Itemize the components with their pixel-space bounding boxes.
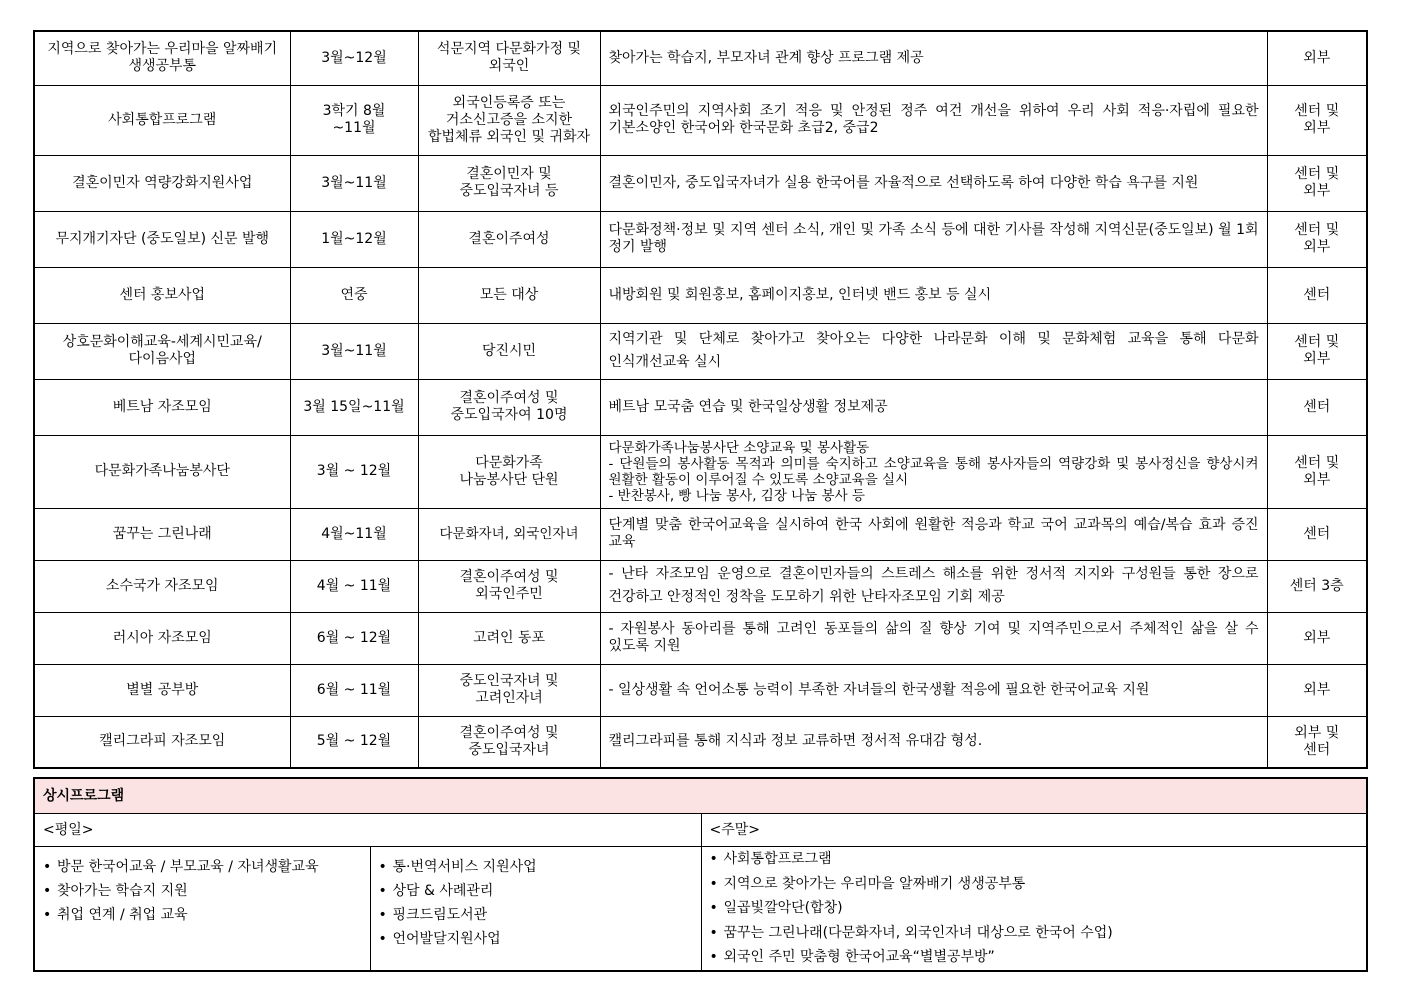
program-location: 센터 및 외부 [1267,155,1367,211]
bullet-icon: • [378,907,387,923]
program-location: 외부 및 센터 [1267,716,1367,768]
weekend-list [710,847,1359,970]
program-target: 결혼이민자 및 중도입국자녀 등 [418,155,600,211]
weekday-header: <평일> [34,814,701,847]
list-item-label: 지역으로 찾아가는 우리마을 알짜배기 생생공부통 [723,875,1026,892]
program-name: 캘리그라피 자조모임 [34,716,290,768]
list-item-label: 외국인 주민 맞춤형 한국어교육“별별공부방” [723,949,995,965]
permanent-program-table [33,777,1368,972]
list-item [710,872,1359,897]
table-row [34,664,1367,716]
program-content: 결혼이민자, 중도입국자녀가 실용 한국어를 자율적으로 선택하도록 하여 다양한 학습 욕구를 지원 [600,155,1267,211]
program-period: 3월~12월 [290,31,418,85]
list-item [43,879,362,903]
content-line: - 반찬봉사, 빵 나눔 봉사, 김장 나눔 봉사 등 [608,487,865,504]
bullet-icon: • [709,949,718,965]
program-name: 센터 홍보사업 [34,267,290,323]
program-period: 3월~11월 [290,155,418,211]
program-period: 3월~11월 [290,323,418,379]
program-content: 다문화정책·정보 및 지역 센터 소식, 개인 및 가족 소식 등에 대한 기사를 작성해 지역신문(중도일보) 월 1회 정기 발행 [600,211,1267,267]
program-content: 지역기관 및 단체로 찾아가고 찾아오는 다양한 나라문화 이해 및 문화체험 교육을 통해 다문화 인식개선교육 실시 [600,323,1267,379]
program-table [33,30,1368,769]
list-item [379,903,693,927]
table-row [34,31,1367,85]
program-target: 고려인 동포 [418,612,600,664]
bullet-icon: • [378,859,387,875]
program-content: 베트남 모국춤 연습 및 한국일상생활 정보제공 [600,379,1267,435]
list-item-label: 통·번역서비스 지원사업 [392,859,537,875]
table-row [34,435,1367,508]
table-row [34,560,1367,612]
bullet-list-row [34,847,1367,971]
column-header-row [34,814,1367,847]
list-item [710,921,1359,946]
program-location: 센터 3층 [1267,560,1367,612]
list-item-label: 사회통합프로그램 [723,851,832,867]
weekday-list-left-cell [34,847,370,971]
program-target: 중도인국자녀 및 고려인자녀 [418,664,600,716]
list-item [43,855,362,879]
program-name: 꿈꾸는 그린나래 [34,508,290,560]
program-period: 5월 ~ 12월 [290,716,418,768]
list-item [379,927,693,951]
program-name: 상호문화이해교육-세계시민교육/다이음사업 [34,323,290,379]
program-target: 결혼이주여성 및 외국인주민 [418,560,600,612]
list-item-label: 꿈꾸는 그린나래(다문화자녀, 외국인자녀 대상으로 한국어 수업) [723,924,1113,941]
program-location: 외부 [1267,612,1367,664]
list-item [710,847,1359,872]
program-target: 모든 대상 [418,267,600,323]
program-name: 무지개기자단 (중도일보) 신문 발행 [34,211,290,267]
weekend-header: <주말> [701,814,1367,847]
weekend-list-cell [701,847,1367,971]
program-name: 러시아 자조모임 [34,612,290,664]
table-row [34,716,1367,768]
program-location: 센터 및 외부 [1267,435,1367,508]
list-item-label: 방문 한국어교육 / 부모교육 / 자녀생활교육 [57,859,319,875]
program-location: 센터 [1267,508,1367,560]
program-location: 센터 [1267,379,1367,435]
program-content: - 일상생활 속 언어소통 능력이 부족한 자녀들의 한국생활 적응에 필요한 한국어교육 지원 [600,664,1267,716]
table-row [34,155,1367,211]
bullet-icon: • [709,924,718,941]
bullet-icon: • [43,859,52,875]
program-target: 결혼이주여성 [418,211,600,267]
program-period: 6월 ~ 11월 [290,664,418,716]
program-name: 베트남 자조모임 [34,379,290,435]
program-period: 4월 ~ 11월 [290,560,418,612]
program-target: 당진시민 [418,323,600,379]
list-item [43,903,362,927]
bullet-icon: • [378,931,387,947]
program-period: 연중 [290,267,418,323]
bullet-icon: • [43,883,52,899]
program-name: 소수국가 자조모임 [34,560,290,612]
weekday-list-right-cell [370,847,701,971]
program-content: - 난타 자조모임 운영으로 결혼이민자들의 스트레스 해소를 위한 정서적 지지와 구성원들 통한 장으로 건강하고 안정적인 정착을 도모하기 위한 난타자조모임 기회 제공 [600,560,1267,612]
bullet-icon: • [709,851,718,867]
weekday-list-right [379,855,693,951]
program-name: 지역으로 찾아가는 우리마을 알짜배기 생생공부통 [34,31,290,85]
program-location: 외부 [1267,31,1367,85]
bullet-icon: • [378,883,387,899]
program-location: 센터 및 외부 [1267,211,1367,267]
table-row [34,211,1367,267]
program-target: 다문화자녀, 외국인자녀 [418,508,600,560]
program-content: 찾아가는 학습지, 부모자녀 관계 향상 프로그램 제공 [600,31,1267,85]
table-row [34,267,1367,323]
program-period: 3월 ~ 12월 [290,435,418,508]
list-item-label: 핑크드림도서관 [392,907,488,923]
list-item [379,855,693,879]
list-item [710,896,1359,921]
list-item-label: 상담 & 사례관리 [392,883,494,899]
table-row [34,323,1367,379]
program-target: 결혼이주여성 및 중도입국자녀 [418,716,600,768]
list-item-label: 찾아가는 학습지 지원 [57,883,188,899]
program-period: 4월~11월 [290,508,418,560]
program-content [600,435,1267,508]
program-name: 다문화가족나눔봉사단 [34,435,290,508]
table-row [34,85,1367,155]
table-row [34,379,1367,435]
program-location: 센터 및 외부 [1267,323,1367,379]
program-location: 센터 [1267,267,1367,323]
program-period: 3학기 8월~11월 [290,85,418,155]
bullet-icon: • [709,875,718,892]
program-location: 센터 및 외부 [1267,85,1367,155]
program-content: 외국인주민의 지역사회 조기 적응 및 안정된 정주 여건 개선을 위하여 우리 사회 적응·자립에 필요한 기본소양인 한국어와 한국문화 초급2, 중급2 [600,85,1267,155]
program-period: 1월~12월 [290,211,418,267]
list-item-label: 일곱빛깔악단(합창) [723,900,843,916]
list-item [379,879,693,903]
list-item-label: 언어발달지원사업 [392,931,501,947]
program-target: 다문화가족 나눔봉사단 단원 [418,435,600,508]
bullet-icon: • [709,900,718,916]
table-row [34,612,1367,664]
program-name: 결혼이민자 역량강화지원사업 [34,155,290,211]
bullet-icon: • [43,907,52,923]
program-location: 외부 [1267,664,1367,716]
program-content: 내방회원 및 회원홍보, 홈페이지홍보, 인터넷 밴드 홍보 등 실시 [600,267,1267,323]
section-title: 상시프로그램 [34,778,1367,814]
table-row [34,508,1367,560]
program-content: 단계별 맞춤 한국어교육을 실시하여 한국 사회에 원활한 적응과 학교 국어 교과목의 예습/복습 효과 증진 교육 [600,508,1267,560]
program-target: 결혼이주여성 및 중도입국자여 10명 [418,379,600,435]
weekday-list-left [43,855,362,927]
content-line: 다문화가족나눔봉사단 소양교육 및 봉사활동 [608,439,870,456]
program-period: 3월 15일~11월 [290,379,418,435]
program-content: - 자원봉사 동아리를 통해 고려인 동포들의 삶의 질 향상 기여 및 지역주민으로서 주체적인 삶을 살 수 있도록 지원 [600,612,1267,664]
program-target: 외국인등록증 또는 거소신고증을 소지한 합법체류 외국인 및 귀화자 [418,85,600,155]
program-content: 캘리그라피를 통해 지식과 정보 교류하면 정서적 유대감 형성. [600,716,1267,768]
program-target: 석문지역 다문화가정 및 외국인 [418,31,600,85]
list-item [710,945,1359,970]
program-name: 사회통합프로그램 [34,85,290,155]
program-name: 별별 공부방 [34,664,290,716]
list-item-label: 취업 연계 / 취업 교육 [57,907,188,923]
content-line: - 단원들의 봉사활동 목적과 의미를 숙지하고 소양교육을 통해 봉사자들의 역량강화 및 봉사정신을 향상시켜 원활한 활동이 이루어질 수 있도록 소양교육을 실시 [608,455,1259,488]
program-period: 6월 ~ 12월 [290,612,418,664]
section-header-row [34,778,1367,814]
